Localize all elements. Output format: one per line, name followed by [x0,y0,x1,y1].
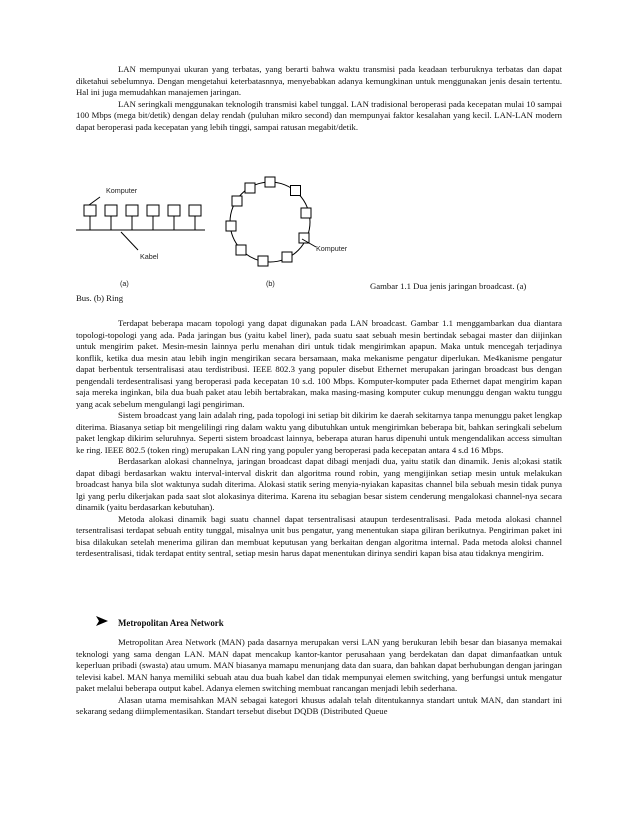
ring-computer-node [226,221,236,231]
bus-computer-node [189,205,201,216]
bus-computer-node [105,205,117,216]
bus-computer-node [126,205,138,216]
bus-computer-node [168,205,180,216]
section-heading [96,616,224,628]
bus-cable-label: Kabel [140,252,159,261]
figure-caption: Gambar 1.1 Dua jenis jaringan broadcast. (a) [370,281,527,291]
ring-computer-node [299,233,309,243]
paragraph-channel-allocation: Berdasarkan alokasi channelnya, jaringan broadcast dapat dibagi menjadi dua, yaitu statik dan dinamik. Jenis al;okasi statik dapat dibagi berdasarkan waktu interval-interval diskrit dan algoritma round robin, yang mengijinkan setiap mesin untuk melakukan broadcast hanya bila slot waktunya sudah diterima. Alokasi statik sering menyia-nyiakan kapasitas channel bila sebuah mesin tidak punya lgi yang perlu dikerjakan pada saat slot alokasinya diterima. Karena itu sebagian besar sistem cenderung mengalokasi channel-nya secara dinamik (yaitu berdasarkan kebutuhan). [76,456,562,512]
paragraph-dynamic-allocation: Metoda alokasi dinamik bagi suatu channel dapat tersentralisasi ataupun terdesentralisasi. Pada metoda alokasi channel tersentralisasi terdapat sebuah entity tunggal, misalnya unit bus pengatur, yang menentukan siapa giliran berikutnya. Pengiriman paket ini bisa dilakukan setelah menerima giliran dan membuat keputusan yang berkaitan dengan algoritma internal. Pada metoda aloksi channel terdesentralisasi, tidak terdapat entity sentral, setiap mesin harus dapat menentukan dirinya sendiri kapan bisa atau tidaknya mengirim. [76,513,562,558]
bus-computer-label: Komputer [106,186,138,195]
figure-label-b: (b) [266,279,275,288]
paragraph-ring: Sistem broadcast yang lain adalah ring, pada topologi ini setiap bit dikirim ke daerah sekitarnya tanpa menunggu paket lengkap diterima. Biasanya setiap bit mengelilingi ring dalam waktu yang dibutuhkan untuk mengirimkan beberapa bit, bahkan seringkali sebelum paket lengkap dikirim seluruhnya. Seperti sistem broadcast lainnya, beberapa aturan harus dipenuhi untuk mengendalikan access simultan ke ring. IEEE 802.5 (token ring) merupakan LAN ring yang populer yang beroperasi pada kecepatan antara 4 s.d 16 Mbps. [76,410,562,455]
figure-label-a: (a) [120,279,129,288]
man-text [76,637,562,718]
bus-computer-node [84,205,96,216]
paragraph-man-overview: Metropolitan Area Network (MAN) pada dasarnya merupakan versi LAN yang berukuran lebih besar dan biasanya memakai teknologi yang sama dengan LAN. MAN dapat mencakup kantor-kantor perusahaan yang berdekatan dan dapat dimanfaatkan untuk keperluan pribadi (swasta) atau umum. MAN biasanya mamapu menunjang data dan suara, dan bahkan dapat berhubungan dengan jaringan televisi kabel. MAN hanya memiliki sebuah atau dua buah kabel dan tidak mempunyai elemen switching, yang berfungsi untuk mengatur paket melalui beberapa output kabel. Adanya elemen switching membuat rancangan menjadi lebih sederhana. [76,637,562,693]
body-text [76,318,562,560]
paragraph-topologies: Terdapat beberapa macam topologi yang dapat digunakan pada LAN broadcast. Gambar 1.1 menggambarkan dua diantara topologi-topologi yang ada. Pada jaringan bus (yaitu kabel liner), pada suatu saat sebuah mesin bertindak sebagai master dan diijinkan untuk mengirim paket. Mesin-mesin lainnya perlu menahan diri untuk tidak mengirimkan apapun. Maka untuk mencegah terjadinya konflik, ketika dua mesin atau lebih ingin mengirikan secara bersamaan, maka mekanisme pengatur diperlukan. Me4kanisme pengatur dapat berbentuk tersentralisasi atau terdistribusi. IEEE 802.3 yang populer disebut Ethernet merupakan jaringan broadcast bus dengan pengendali terdesentralisasi yang beroperasi pada kecepatan 10 s.d. 100 Mbps. Komputer-komputer pada Ethernet dapat mengirim kapan saja mereka inginkan, bila dua buah paket atau lebih bertabrakan, maka masing-masing komputer cukup menunggu dengan waktu tunggu yang acak sebelum mengulangi lagi pengiriman. [76,318,562,409]
paragraph-lan-size: LAN mempunyai ukuran yang terbatas, yang berarti bahwa waktu transmisi pada keadaan terburuknya terbatas dan dapat diketahui sebelumnya. Dengan mengetahui keterbatasnnya, menyebabkan adanya kemungkinan untuk menggunakan jenis desain tertentu. Hal ini juga memudahkan manajemen jaringan. [76,64,562,97]
ring-computer-node [232,196,242,206]
ring-computer-node [236,245,246,255]
figure-caption-continued: Bus. (b) Ring [76,293,124,303]
bus-topology-diagram [76,197,205,250]
ring-computer-node [245,183,255,193]
bus-computer-node [147,205,159,216]
bus-cable-pointer [121,232,138,250]
ring-topology-diagram [226,177,316,266]
ring-computer-node [291,186,301,196]
ring-computer-node [282,252,292,262]
paragraph-lan-cable: LAN seringkali menggunakan teknologih transmisi kabel tunggal. LAN tradisional beroperasi pada kecepatan mulai 10 sampai 100 Mbps (mega bit/detik) dengan delay rendah (puluhan mikro second) dan mempunyai faktor kesalahan yang kecil. LAN-LAN modern dapat beroperasi pada kecepatan yang lebih tinggi, sampai ratusan megabit/detik. [76,98,562,132]
bus-computer-pointer [89,197,100,205]
ring-computer-node [265,177,275,187]
ring-computer-node [301,208,311,218]
arrowhead-bullet-icon [96,616,110,628]
ring-computer-node [258,256,268,266]
paragraph-man-standard: Alasan utama memisahkan MAN sebagai kategori khusus adalah telah ditentukannya standart untuk MAN, dan standart ini sekarang sedang diimplementasikan. Standart tersebut disebut DQDB (Distributed Queue [76,694,562,716]
section-heading-text: Metropolitan Area Network [118,618,224,628]
ring-computer-label: Komputer [316,244,348,253]
